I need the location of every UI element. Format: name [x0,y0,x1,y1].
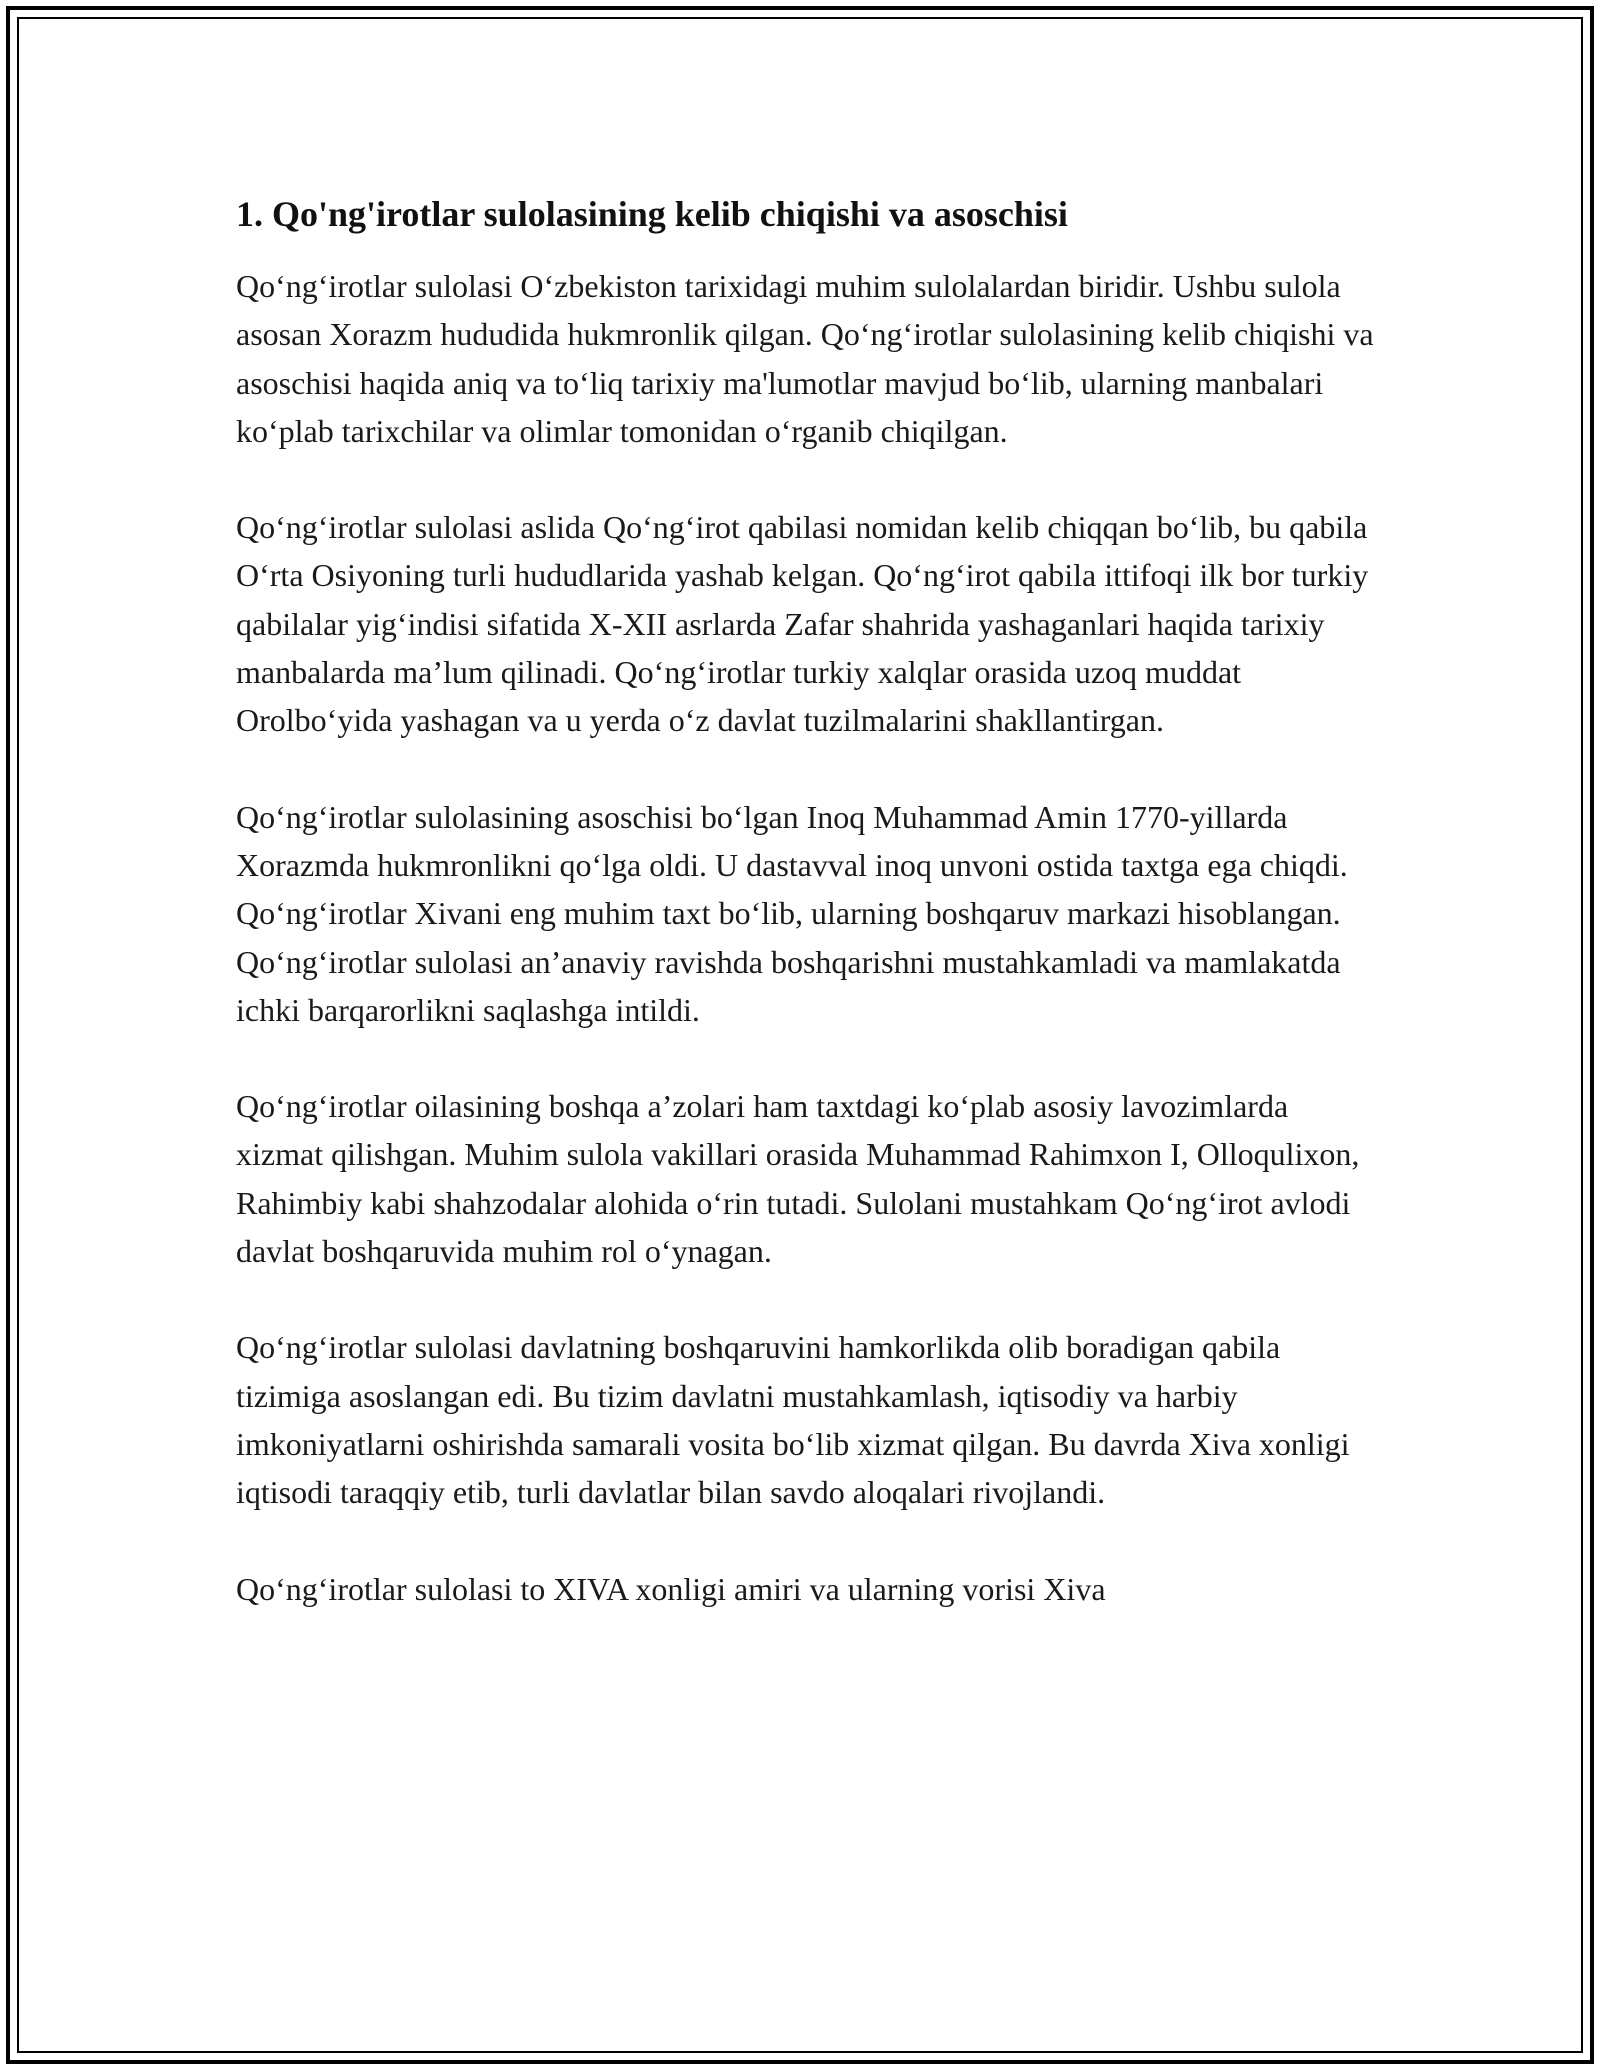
document-body [236,186,1376,1661]
section-heading: 1. Qo'ng'irotlar sulolasining kelib chiqishi va asoschisi [236,194,1068,234]
paragraph: Qo‘ng‘irotlar sulolasining asoschisi bo‘lgan Inoq Muhammad Amin 1770-yillarda Xorazmda hukmronlikni qo‘lga oldi. U dastavval inoq unvoni ostida taxtga ega chiqdi. Qo‘ng‘irotlar Xivani eng muhim taxt bo‘lib, ularning boshqaruv markazi hisoblangan. Qo‘ng‘irotlar sulolasi an’anaviy ravishda boshqarishni mustahkamladi va mamlakatda ichki barqarorlikni saqlashga intildi. [236,798,1348,1028]
paragraph: Qo‘ng‘irotlar sulolasi to XIVA xonligi amiri va ularning vorisi Xiva [236,1570,1106,1607]
paragraph: Qo‘ng‘irotlar sulolasi O‘zbekiston tarixidagi muhim sulolalardan biridir. Ushbu sulola asosan Xorazm hududida hukmronlik qilgan. Qo‘ng‘irotlar sulolasining kelib chiqishi va asoschisi haqida aniq va to‘liq tarixiy ma'lumotlar mavjud bo‘lib, ularning manbalari ko‘plab tarixchilar va olimlar tomonidan o‘rganib chiqilgan. [236,268,1374,449]
paragraph: Qo‘ng‘irotlar sulolasi davlatning boshqaruvini hamkorlikda olib boradigan qabila tizimiga asoslangan edi. Bu tizim davlatni mustahkamlash, iqtisodiy va harbiy imkoniyatlarni oshirishda samarali vosita bo‘lib xizmat qilgan. Bu davrda Xiva xonligi iqtisodi taraqqiy etib, turli davlatlar bilan savdo aloqalari rivojlandi. [236,1329,1350,1511]
paragraph: Qo‘ng‘irotlar sulolasi aslida Qo‘ng‘irot qabilasi nomidan kelib chiqqan bo‘lib, bu qabila O‘rta Osiyoning turli hududlarida yashab kelgan. Qo‘ng‘irot qabila ittifoqi ilk bor turkiy qabilalar yig‘indisi sifatida X-XII asrlarda Zafar shahrida yashaganlari haqida tarixiy manbalarda ma’lum qilinadi. Qo‘ng‘irotlar turkiy xalqlar orasida uzoq muddat Orolbo‘yida yashagan va u yerda o‘z davlat tuzilmalarini shakllantirgan. [236,509,1369,739]
paragraph: Qo‘ng‘irotlar oilasining boshqa a’zolari ham taxtdagi ko‘plab asosiy lavozimlarda xizmat qilishgan. Muhim sulola vakillari orasida Muhammad Rahimxon I, Olloqulixon, Rahimbiy kabi shahzodalar alohida o‘rin tutadi. Sulolani mustahkam Qo‘ng‘irot avlodi davlat boshqaruvida muhim rol o‘ynagan. [236,1088,1360,1270]
